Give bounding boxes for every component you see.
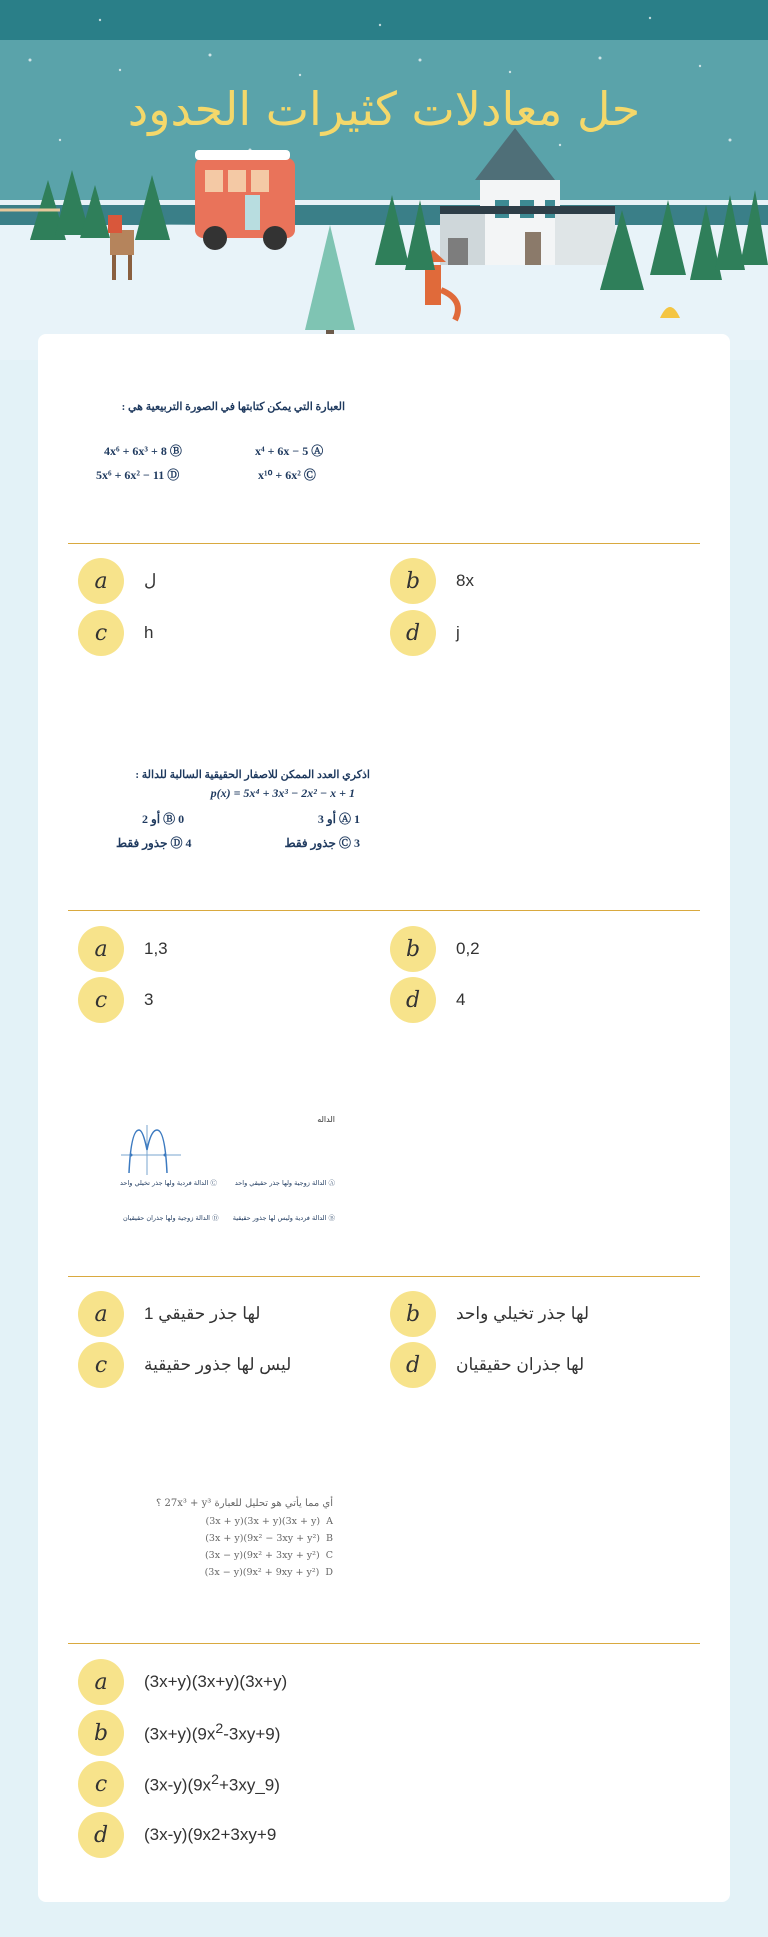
option-badge: b xyxy=(390,558,436,604)
page-title: حل معادلات كثيرات الحدود xyxy=(127,82,641,136)
question-1-choice-d: 5x⁶ + 6x² − 11 Ⓓ xyxy=(96,468,180,482)
question-3-option-a[interactable] xyxy=(78,1291,260,1337)
question-4-choice-a: (3x + y)(3x + y)(3x + y) A xyxy=(205,1516,333,1527)
question-4-option-a[interactable] xyxy=(78,1659,287,1705)
question-1-option-b[interactable] xyxy=(390,558,474,604)
question-4-image xyxy=(118,1498,333,1588)
option-text: 3 xyxy=(144,990,154,1009)
option-badge: c xyxy=(78,1761,124,1807)
question-2-choice-b: Ⓑ 0 أو 2 xyxy=(142,812,185,826)
question-1-option-c[interactable] xyxy=(78,610,153,656)
question-2-option-b[interactable] xyxy=(390,926,480,972)
question-1-choice-b-text: 4x⁶ + 6x³ + 8 xyxy=(104,444,167,458)
option-text: 4 xyxy=(456,990,466,1009)
question-3-divider xyxy=(68,1276,700,1277)
option-badge: c xyxy=(78,977,124,1023)
option-badge: d xyxy=(390,610,436,656)
question-2-choice-d: Ⓓ 4 جذور فقط xyxy=(116,836,192,850)
question-2-choice-a: Ⓐ 1 أو 3 xyxy=(317,812,360,826)
option-badge: d xyxy=(390,977,436,1023)
option-text-part: +3xy_9) xyxy=(218,1775,280,1795)
question-1-choice-c: x¹⁰ + 6x² Ⓒ xyxy=(258,468,316,482)
option-text: 0,2 xyxy=(456,939,480,958)
question-3-image xyxy=(115,1115,335,1230)
question-2-choice-c: Ⓒ 3 جذور فقط xyxy=(284,836,360,850)
question-2-option-d[interactable] xyxy=(390,977,465,1023)
question-3-choice-c-text: الدالة فردية ولها جذر تخيلي واحد xyxy=(120,1179,209,1187)
question-4-option-b[interactable] xyxy=(78,1710,280,1756)
option-text xyxy=(144,1721,280,1745)
question-3-choice-c: Ⓒ الدالة فردية ولها جذر تخيلي واحد xyxy=(120,1179,217,1187)
option-text: (3x-y)(9x2+3xy+9 xyxy=(144,1825,277,1844)
question-2-image xyxy=(110,768,370,858)
question-2-choice-a-text: 1 أو 3 xyxy=(317,812,360,826)
question-4-choice-b: (3x + y)(9x² − 3xy + y²) B xyxy=(205,1533,333,1544)
question-1-choice-a: x⁴ + 6x − 5 Ⓐ xyxy=(255,444,324,458)
question-3-option-d[interactable] xyxy=(390,1342,584,1388)
question-1-option-d[interactable] xyxy=(390,610,460,656)
option-text: j xyxy=(456,623,460,642)
question-4-choice-c: (3x − y)(9x² + 3xy + y²) C xyxy=(204,1550,333,1561)
option-text: ليس لها جذور حقيقية xyxy=(144,1355,292,1374)
option-text: لها جذر حقيقي 1 xyxy=(144,1304,261,1323)
option-badge: a xyxy=(78,558,124,604)
question-3-choice-d-text: الدالة زوجية ولها جذران حقيقيان xyxy=(123,1214,210,1222)
question-2-choice-d-text: 4 جذور فقط xyxy=(116,836,192,850)
question-2-prompt: اذكري العدد الممكن للاصفار الحقيقية السالبة للدالة : xyxy=(135,769,370,781)
option-text-part: (3x+y)(9x xyxy=(144,1724,216,1744)
option-badge: d xyxy=(390,1342,436,1388)
option-badge: c xyxy=(78,610,124,656)
question-3-label: الداله xyxy=(317,1115,335,1124)
winter-scene-illustration xyxy=(0,0,768,360)
question-4-divider xyxy=(68,1643,700,1644)
question-3-option-b[interactable] xyxy=(390,1291,589,1337)
question-4-choice-b-text: (3x + y)(9x² − 3xy + y²) xyxy=(205,1533,320,1544)
question-3-choice-b: Ⓑ الدالة فردية وليس لها جذور حقيقية xyxy=(232,1214,335,1222)
option-badge: b xyxy=(78,1710,124,1756)
question-2-choice-b-text: 0 أو 2 xyxy=(142,812,185,826)
question-4-choice-d-text: (3x − y)(9x² + 9xy + y²) xyxy=(204,1567,320,1578)
option-badge: b xyxy=(390,1291,436,1337)
question-4-choice-a-text: (3x + y)(3x + y)(3x + y) xyxy=(205,1516,321,1527)
question-2-option-c[interactable] xyxy=(78,977,153,1023)
winter-banner xyxy=(0,0,768,360)
question-4-option-c[interactable] xyxy=(78,1761,280,1807)
option-text-part: (3x-y)(9x xyxy=(144,1775,212,1795)
option-text: 8x xyxy=(456,571,474,590)
function-graph-icon xyxy=(121,1125,181,1175)
option-text-superscript: 2 xyxy=(215,1721,224,1738)
question-1-divider xyxy=(68,543,700,544)
option-text xyxy=(144,1772,280,1796)
question-4-choice-c-text: (3x − y)(9x² + 3xy + y²) xyxy=(204,1550,320,1561)
question-3-choice-a-text: الدالة زوجية ولها جذر حقيقي واحد xyxy=(234,1179,327,1187)
question-4-option-d[interactable] xyxy=(78,1812,276,1858)
question-2-choice-c-text: 3 جذور فقط xyxy=(284,836,360,850)
house-illustration xyxy=(440,128,615,265)
bus-illustration xyxy=(195,150,295,250)
option-badge: d xyxy=(78,1812,124,1858)
option-text-part: -3xy+9) xyxy=(223,1724,281,1744)
option-badge: b xyxy=(390,926,436,972)
question-3-choice-a: Ⓐ الدالة زوجية ولها جذر حقيقي واحد xyxy=(234,1179,335,1187)
question-2-divider xyxy=(68,910,700,911)
question-1-choice-b: 4x⁶ + 6x³ + 8 Ⓑ xyxy=(104,444,182,458)
option-badge: a xyxy=(78,1659,124,1705)
option-text: لها جذر تخيلي واحد xyxy=(456,1304,590,1323)
option-badge: c xyxy=(78,1342,124,1388)
question-1-choice-c-text: x¹⁰ + 6x² xyxy=(258,468,301,482)
option-text-superscript: 2 xyxy=(211,1772,219,1789)
question-3-option-c[interactable] xyxy=(78,1342,291,1388)
option-badge: a xyxy=(78,1291,124,1337)
question-2-option-a[interactable] xyxy=(78,926,168,972)
question-1-option-a[interactable] xyxy=(78,558,156,604)
question-4-prompt: أي مما يأتي هو تحليل للعبارة 27x³ + y³ ؟ xyxy=(156,1498,333,1509)
option-badge: a xyxy=(78,926,124,972)
question-1-image xyxy=(90,400,380,490)
question-3-choice-d: Ⓓ الدالة زوجية ولها جذران حقيقيان xyxy=(123,1214,219,1222)
question-1-prompt: العبارة التي يمكن كتابتها في الصورة التربيعية هي : xyxy=(121,401,345,413)
option-text: لها جذران حقيقيان xyxy=(456,1355,585,1374)
question-2-function: p(x) = 5x⁴ + 3x³ − 2x² − x + 1 xyxy=(210,786,355,800)
option-text: h xyxy=(144,623,154,642)
question-4-choice-d: (3x − y)(9x² + 9xy + y²) D xyxy=(204,1567,333,1578)
question-1-choice-d-text: 5x⁶ + 6x² − 11 xyxy=(96,468,165,482)
question-1-choice-a-text: x⁴ + 6x − 5 xyxy=(255,444,309,458)
question-3-choice-b-text: الدالة فردية وليس لها جذور حقيقية xyxy=(232,1214,327,1222)
option-text: 1,3 xyxy=(144,939,168,958)
option-text: ل xyxy=(144,571,157,590)
option-text: (3x+y)(3x+y)(3x+y) xyxy=(144,1672,288,1691)
